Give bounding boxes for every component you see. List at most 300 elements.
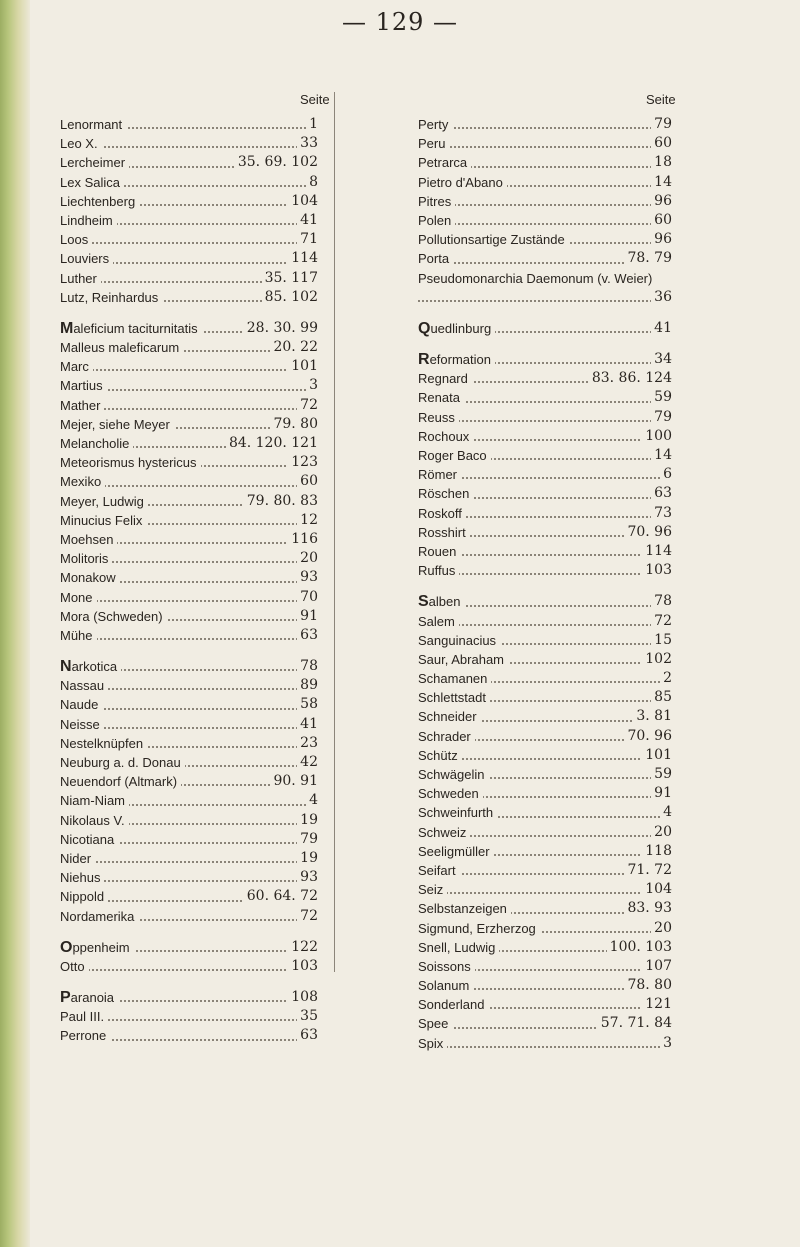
- index-entry: [60, 772, 318, 791]
- index-entry: [60, 338, 318, 357]
- entry-pages: 33: [297, 134, 318, 153]
- entry-name: [418, 825, 470, 840]
- index-entry: [60, 1007, 318, 1026]
- entry-name: [418, 652, 508, 667]
- entry-text: Naude: [60, 697, 99, 713]
- entry-pages: 15: [651, 631, 672, 650]
- section-gap: [60, 976, 318, 988]
- entry-name: [60, 513, 146, 528]
- entry-name: [418, 709, 481, 724]
- index-entry: [60, 288, 318, 307]
- entry-text: Martius: [60, 378, 103, 394]
- entry-name: [418, 690, 490, 705]
- index-entry: [418, 842, 672, 861]
- book-binding-edge: [0, 0, 30, 1247]
- entry-name: [418, 786, 483, 801]
- index-entry: [418, 173, 672, 192]
- entry-text: Snell, Ludwig: [418, 939, 496, 955]
- entry-pages: 85: [651, 688, 672, 707]
- section-initial: R: [418, 351, 430, 369]
- index-entry: [418, 388, 672, 407]
- entry-name: [60, 889, 108, 904]
- index-entry: [418, 650, 672, 669]
- entry-text: Schwägelin: [418, 767, 485, 783]
- entry-name: [60, 213, 117, 228]
- entry-name: [418, 213, 455, 228]
- entry-text: Porta: [418, 251, 450, 267]
- entry-name: [418, 448, 491, 463]
- entry-text: Lercheimer: [60, 155, 126, 171]
- entry-pages: 20: [651, 919, 672, 938]
- entry-text: Petrarca: [418, 155, 468, 171]
- entry-name: [418, 506, 466, 521]
- entry-pages: 19: [297, 811, 318, 830]
- entry-pages: 63: [651, 484, 672, 503]
- entry-name: [60, 474, 105, 489]
- entry-name: [60, 251, 113, 266]
- column-divider: [334, 92, 335, 972]
- entry-name: [60, 1028, 110, 1043]
- entry-text: alben: [428, 594, 461, 610]
- index-entry: [418, 880, 672, 899]
- entry-pages: 103: [642, 561, 672, 580]
- entry-pages: 102: [642, 650, 672, 669]
- entry-pages: 79: [651, 115, 672, 134]
- entry-name: [60, 398, 104, 413]
- index-entry: [418, 319, 672, 338]
- entry-text: Nordamerika: [60, 908, 135, 924]
- entry-text: Neuburg a. d. Donau: [60, 755, 181, 770]
- index-entry: [60, 988, 318, 1007]
- entry-name: [418, 748, 462, 763]
- leader-dots: [418, 892, 672, 894]
- entry-name: [418, 901, 511, 916]
- entry-text: Marc: [60, 359, 89, 375]
- index-entry: [418, 484, 672, 503]
- index-entry: [60, 791, 318, 810]
- index-entry: [418, 592, 672, 611]
- entry-pages: 3: [306, 376, 318, 395]
- entry-pages: 3. 81: [633, 707, 672, 726]
- index-entry: [418, 446, 672, 465]
- entry-text: Renata: [418, 390, 460, 406]
- index-entry: [60, 753, 318, 772]
- entry-text: Neuendorf (Altmark): [60, 774, 178, 790]
- index-entry: [60, 472, 318, 491]
- entry-text: Regnard: [418, 371, 468, 387]
- entry-text: Minucius Felix: [60, 512, 143, 528]
- entry-pages: 79. 80: [270, 415, 318, 434]
- entry-text: Meteorismus hystericus: [60, 455, 197, 471]
- index-entry: [60, 849, 318, 868]
- section-initial: S: [418, 593, 429, 611]
- entry-name: [60, 117, 126, 132]
- entry-text: Seifart: [418, 862, 456, 878]
- entry-text: Loos: [60, 232, 89, 248]
- index-entry: [418, 746, 672, 765]
- entry-name: [418, 767, 489, 782]
- index-entry: [60, 695, 318, 714]
- entry-name: [60, 774, 181, 789]
- entry-name: [418, 997, 489, 1012]
- entry-text: Röschen: [418, 486, 470, 502]
- entry-name: [60, 271, 101, 286]
- leader-dots: [60, 969, 318, 971]
- entry-name: [60, 990, 118, 1005]
- entry-name: [418, 251, 453, 266]
- index-entry: [418, 249, 672, 268]
- entry-name: [418, 136, 449, 151]
- entry-name: [60, 494, 148, 509]
- index-entry: [60, 249, 318, 268]
- entry-pages: 85. 102: [262, 288, 318, 307]
- index-entry: [418, 523, 672, 542]
- entry-pages: 42: [297, 753, 318, 772]
- index-entry: [418, 350, 672, 369]
- entry-text: Louviers: [60, 251, 110, 267]
- entry-pages: 35: [297, 1007, 318, 1026]
- index-entry: [60, 868, 318, 887]
- index-entry: [60, 549, 318, 568]
- index-entry: [60, 134, 318, 153]
- entry-text: Spix: [418, 1035, 444, 1051]
- entry-text: Melancholie: [60, 436, 130, 451]
- entry-name: [60, 793, 129, 808]
- entry-text: Saur, Abraham: [418, 651, 504, 667]
- entry-pages: 58: [297, 695, 318, 714]
- entry-pages: 19: [297, 849, 318, 868]
- entry-text: Molitoris: [60, 551, 109, 567]
- entry-name: [60, 290, 162, 305]
- index-entry: [60, 211, 318, 230]
- entry-pages: 116: [288, 530, 318, 549]
- entry-text: Moehsen: [60, 531, 114, 547]
- entry-text: Sonderland: [418, 997, 485, 1013]
- index-entry: [418, 192, 672, 211]
- entry-pages: 101: [642, 746, 672, 765]
- entry-text: Paul III.: [60, 1009, 105, 1025]
- index-entry: [418, 823, 672, 842]
- index-entry: [60, 588, 318, 607]
- entry-name: [60, 697, 102, 712]
- entry-text: Sigmund, Erzherzog: [418, 920, 536, 936]
- entry-text: Niam-Niam: [60, 793, 125, 809]
- entry-pages: 63: [297, 1026, 318, 1045]
- entry-pages: 20: [297, 549, 318, 568]
- entry-name: [60, 232, 92, 247]
- index-entry: [60, 657, 318, 676]
- section-initial: Q: [418, 319, 431, 337]
- entry-pages: 122: [288, 938, 318, 957]
- index-entry: [60, 319, 318, 338]
- entry-name: [418, 633, 500, 648]
- entry-pages: 60: [651, 211, 672, 230]
- section-gap: [418, 580, 672, 592]
- entry-text: Pseudomonarchia Daemonum (v. Weier): [418, 270, 653, 286]
- entry-name: [60, 659, 121, 674]
- entry-pages: 104: [288, 192, 318, 211]
- index-entry: [60, 511, 318, 530]
- entry-pages: 23: [297, 734, 318, 753]
- index-entry: [418, 899, 672, 918]
- entry-pages: 14: [651, 446, 672, 465]
- entry-name: [60, 678, 108, 693]
- index-entry: [60, 676, 318, 695]
- index-entry: [60, 153, 318, 172]
- entry-text: Lenormant: [60, 117, 123, 132]
- index-entry: [418, 765, 672, 784]
- entry-text: aleficium taciturnitatis: [73, 320, 198, 336]
- entry-text: Pollutionsartige Zustände: [418, 232, 565, 248]
- entry-name: [60, 532, 117, 547]
- entry-name: [60, 959, 89, 974]
- index-entry: [418, 408, 672, 427]
- entry-pages: 12: [297, 511, 318, 530]
- entry-name: [60, 417, 174, 432]
- entry-pages: 78: [297, 657, 318, 676]
- entry-text: Monakow: [60, 570, 116, 586]
- entry-name: [418, 614, 459, 629]
- entry-name: [60, 813, 129, 828]
- entry-text: Nider: [60, 850, 92, 866]
- entry-name: [418, 805, 497, 820]
- entry-name: [60, 551, 112, 566]
- entry-pages: 91: [297, 607, 318, 626]
- index-entry: [418, 669, 672, 688]
- index-entry: [418, 465, 672, 484]
- index-entry: [60, 568, 318, 587]
- entry-name: [60, 1009, 108, 1024]
- entry-text: Schrader: [418, 728, 471, 744]
- entry-text: Rosshirt: [418, 524, 466, 540]
- index-entry: [418, 995, 672, 1014]
- index-entry: [418, 134, 672, 153]
- entry-pages: 91: [651, 784, 672, 803]
- entry-pages: 72: [297, 396, 318, 415]
- index-entry: [60, 115, 318, 134]
- entry-name: [60, 175, 124, 190]
- entry-pages: 114: [288, 249, 318, 268]
- entry-text: Luther: [60, 270, 97, 286]
- entry-pages: 84. 120. 121: [226, 434, 318, 453]
- entry-name: [418, 194, 455, 209]
- leader-dots: [418, 127, 672, 129]
- entry-pages: 78: [651, 592, 672, 611]
- entry-text: arkotica: [71, 659, 118, 675]
- entry-text: Schweinfurth: [418, 805, 494, 821]
- entry-pages: 4: [660, 803, 672, 822]
- entry-name: [418, 390, 464, 405]
- entry-name: [60, 755, 185, 770]
- index-entry: [418, 861, 672, 880]
- entry-pages: 35. 117: [262, 269, 318, 288]
- entry-name: [60, 321, 202, 336]
- leader-dots: [60, 861, 318, 863]
- entry-pages: 35. 69. 102: [235, 153, 318, 172]
- index-entry: [418, 427, 672, 446]
- leader-dots: [418, 300, 672, 302]
- section-gap: [418, 307, 672, 319]
- entry-text: Sanguinacius: [418, 632, 497, 648]
- index-entry: [60, 434, 318, 453]
- entry-pages: 34: [651, 350, 672, 369]
- entry-text: Meyer, Ludwig: [60, 493, 144, 509]
- index-entry: [60, 734, 318, 753]
- entry-name: [60, 194, 139, 209]
- entry-name: [60, 136, 102, 151]
- entry-text: Lutz, Reinhardus: [60, 289, 159, 305]
- entry-pages: 83. 93: [624, 899, 672, 918]
- entry-name: [60, 870, 104, 885]
- entry-pages: 18: [651, 153, 672, 172]
- entry-name: [418, 882, 447, 897]
- index-entry: [418, 542, 672, 561]
- section-gap: [60, 645, 318, 657]
- entry-name: [60, 609, 167, 624]
- entry-text: Perty: [418, 117, 449, 132]
- entry-name: [418, 1036, 447, 1051]
- entry-name: [418, 959, 475, 974]
- entry-pages: 89: [297, 676, 318, 695]
- leader-dots: [60, 369, 318, 371]
- entry-text: Soissons: [418, 958, 471, 974]
- entry-pages: 41: [297, 715, 318, 734]
- entry-name: [418, 594, 464, 609]
- entry-pages: 41: [297, 211, 318, 230]
- entry-name: [60, 851, 95, 866]
- entry-pages: 90. 91: [270, 772, 318, 791]
- entry-name: [418, 729, 475, 744]
- entry-pages: 20. 22: [270, 338, 318, 357]
- entry-text: Schweden: [418, 786, 479, 802]
- entry-text: eformation: [429, 352, 491, 368]
- entry-text: Lex Salica: [60, 174, 120, 190]
- entry-pages: 59: [651, 765, 672, 784]
- entry-pages: 83. 86. 124: [589, 369, 672, 388]
- index-entry: [60, 453, 318, 472]
- entry-name: [60, 909, 138, 924]
- entry-name: [60, 455, 201, 470]
- right-column-header: Seite: [646, 92, 676, 107]
- section-gap: [60, 307, 318, 319]
- leader-dots: [60, 600, 318, 602]
- index-entry: [418, 727, 672, 746]
- index-entry: [60, 830, 318, 849]
- entry-text: Salem: [418, 613, 455, 629]
- entry-pages: 73: [651, 504, 672, 523]
- entry-text: Mora (Schweden): [60, 608, 163, 624]
- entry-text: Mejer, siehe Meyer: [60, 416, 170, 432]
- index-entry: [418, 115, 672, 134]
- entry-text: Seeligmüller: [418, 843, 490, 859]
- entry-pages: 104: [642, 880, 672, 899]
- entry-text: Spee: [418, 1016, 449, 1032]
- index-entry: [60, 173, 318, 192]
- index-entry: [60, 357, 318, 376]
- entry-name: [418, 352, 495, 367]
- leader-dots: [418, 146, 672, 148]
- entry-name: [418, 155, 471, 170]
- entry-text: Schlettstadt: [418, 690, 486, 706]
- index-entry: [60, 396, 318, 415]
- index-entry: [60, 607, 318, 626]
- entry-text: Ruffus: [418, 563, 456, 579]
- entry-pages: 6: [660, 465, 672, 484]
- entry-pages: 103: [288, 957, 318, 976]
- entry-pages: 114: [642, 542, 672, 561]
- index-entry: [418, 153, 672, 172]
- index-entry: [418, 1034, 672, 1053]
- entry-pages: 100: [642, 427, 672, 446]
- index-entry: [418, 504, 672, 523]
- entry-text: Malleus maleficarum: [60, 340, 180, 356]
- entry-pages: 72: [297, 907, 318, 926]
- entry-text: Niehus: [60, 870, 101, 886]
- entry-name: [60, 832, 118, 847]
- index-entry: [60, 492, 318, 511]
- index-entry: [60, 376, 318, 395]
- entry-text: Mather: [60, 397, 101, 413]
- left-index-column: [60, 115, 318, 1046]
- section-gap: [418, 338, 672, 350]
- entry-pages: 60: [651, 134, 672, 153]
- entry-pages: 118: [642, 842, 672, 861]
- entry-name: [418, 671, 491, 686]
- entry-pages: 72: [651, 612, 672, 631]
- entry-pages: 78. 80: [624, 976, 672, 995]
- index-entry: [60, 269, 318, 288]
- entry-pages: 41: [651, 319, 672, 338]
- entry-pages: 2: [660, 669, 672, 688]
- index-entry: [418, 919, 672, 938]
- index-entry: [418, 269, 672, 307]
- entry-text: Roskoff: [418, 505, 462, 521]
- index-entry: [418, 612, 672, 631]
- entry-pages: 63: [297, 626, 318, 645]
- entry-pages: 70. 96: [624, 523, 672, 542]
- entry-text: Nestelknüpfen: [60, 735, 144, 751]
- entry-pages: 60: [297, 472, 318, 491]
- leader-dots: [60, 242, 318, 244]
- entry-name: [418, 940, 499, 955]
- entry-name: [60, 378, 107, 393]
- entry-text: Liechtenberg: [60, 193, 136, 209]
- index-entry: [418, 688, 672, 707]
- entry-text: Schütz: [418, 747, 458, 763]
- entry-pages: 79: [297, 830, 318, 849]
- entry-name: [60, 359, 93, 374]
- entry-pages: 79: [651, 408, 672, 427]
- entry-pages: 3: [660, 1034, 672, 1053]
- entry-name: [418, 978, 473, 993]
- entry-text: Nikolaus V.: [60, 812, 125, 828]
- entry-name: [60, 570, 120, 585]
- entry-name: [418, 232, 569, 247]
- entry-text: Nicotiana: [60, 831, 115, 847]
- entry-pages: 59: [651, 388, 672, 407]
- entry-name: [418, 863, 460, 878]
- index-entry: [60, 230, 318, 249]
- index-entry: [60, 938, 318, 957]
- entry-name: [418, 1016, 452, 1031]
- entry-pages: 78. 79: [624, 249, 672, 268]
- entry-text: Rochoux: [418, 428, 470, 444]
- section-initial: N: [60, 658, 72, 676]
- index-entry: [418, 803, 672, 822]
- entry-text: Schweiz: [418, 824, 467, 840]
- entry-text: Solanum: [418, 978, 470, 994]
- entry-pages: 93: [297, 868, 318, 887]
